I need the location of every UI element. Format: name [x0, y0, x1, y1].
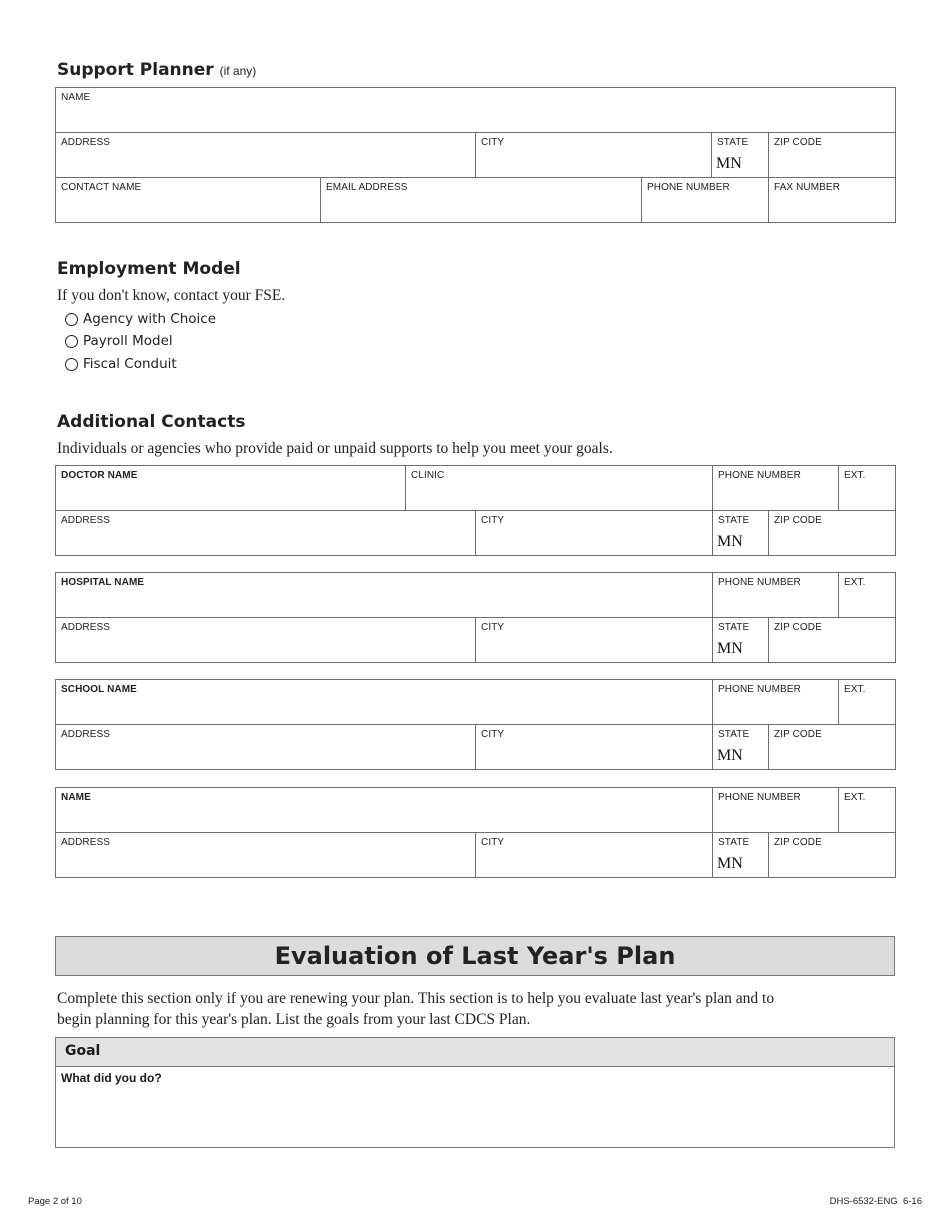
- doctor-phone-field[interactable]: [713, 466, 839, 511]
- hospital-address-field[interactable]: [56, 618, 476, 663]
- hospital-name-label: HOSPITAL NAME: [61, 577, 145, 588]
- radio-circle-icon: [65, 313, 78, 326]
- planner-fax-label: FAX NUMBER: [774, 182, 841, 193]
- doctor-state-label: STATE: [718, 515, 750, 526]
- school-address-label: ADDRESS: [61, 729, 111, 740]
- support-planner-title: Support Planner: [57, 60, 214, 80]
- planner-email-field[interactable]: [321, 178, 642, 223]
- hospital-ext-label: EXT.: [844, 577, 866, 588]
- doctor-clinic-label: CLINIC: [411, 470, 445, 481]
- hospital-address-label: ADDRESS: [61, 622, 111, 633]
- doctor-phone-label: PHONE NUMBER: [718, 470, 801, 481]
- school-zip-label: ZIP CODE: [774, 729, 822, 740]
- other-city-label: CITY: [481, 837, 505, 848]
- doctor-state-field[interactable]: [713, 511, 769, 556]
- planner-state-value: MN: [716, 155, 742, 172]
- school-city-field[interactable]: [476, 725, 713, 770]
- support-planner-note: (if any): [219, 64, 257, 78]
- doctor-city-field[interactable]: [476, 511, 713, 556]
- planner-name-label: NAME: [61, 92, 91, 103]
- planner-address-label: ADDRESS: [61, 137, 111, 148]
- other-contact-table: [55, 787, 896, 878]
- school-address-field[interactable]: [56, 725, 476, 770]
- planner-state-field[interactable]: [712, 133, 769, 178]
- doctor-zip-field[interactable]: [769, 511, 896, 556]
- planner-contact-label: CONTACT NAME: [61, 182, 142, 193]
- other-city-field[interactable]: [476, 833, 713, 878]
- planner-zip-label: ZIP CODE: [774, 137, 822, 148]
- school-state-field[interactable]: [713, 725, 769, 770]
- planner-state-label: STATE: [717, 137, 749, 148]
- hospital-city-label: CITY: [481, 622, 505, 633]
- other-state-label: STATE: [718, 837, 750, 848]
- planner-email-label: EMAIL ADDRESS: [326, 182, 408, 193]
- radio-label: Agency with Choice: [83, 311, 217, 327]
- radio-fiscal-conduit[interactable]: [65, 356, 177, 372]
- evaluation-intro-line2: begin planning for this year's plan. List the goals from your last CDCS Plan.: [57, 1011, 531, 1028]
- planner-zip-field[interactable]: [769, 133, 896, 178]
- other-name-label: NAME: [61, 792, 91, 803]
- doctor-clinic-field[interactable]: [406, 466, 713, 511]
- hospital-name-field[interactable]: [56, 573, 713, 618]
- doctor-address-field[interactable]: [56, 511, 476, 556]
- planner-phone-label: PHONE NUMBER: [647, 182, 730, 193]
- other-phone-label: PHONE NUMBER: [718, 792, 801, 803]
- school-phone-label: PHONE NUMBER: [718, 684, 801, 695]
- school-name-label: SCHOOL NAME: [61, 684, 137, 695]
- doctor-table: [55, 465, 896, 556]
- doctor-name-field[interactable]: [56, 466, 406, 511]
- evaluation-banner: Evaluation of Last Year's Plan: [55, 936, 895, 976]
- goal-header[interactable]: Goal: [56, 1038, 894, 1067]
- contacts-intro: Individuals or agencies who provide paid or unpaid supports to help you meet your goals.: [57, 440, 613, 457]
- what-did-you-do-field[interactable]: What did you do?: [61, 1071, 162, 1085]
- school-state-value: MN: [717, 747, 743, 764]
- radio-label: Payroll Model: [83, 333, 173, 349]
- planner-address-field[interactable]: [56, 133, 476, 178]
- planner-fax-field[interactable]: [769, 178, 896, 223]
- employment-heading: Employment Model: [57, 259, 241, 279]
- planner-city-field[interactable]: [476, 133, 712, 178]
- hospital-phone-label: PHONE NUMBER: [718, 577, 801, 588]
- school-name-field[interactable]: [56, 680, 713, 725]
- support-planner-table: [55, 87, 896, 223]
- doctor-state-value: MN: [717, 533, 743, 550]
- evaluation-intro: [57, 988, 774, 1030]
- doctor-address-label: ADDRESS: [61, 515, 111, 526]
- other-state-field[interactable]: [713, 833, 769, 878]
- goal-box: [55, 1037, 895, 1148]
- other-state-value: MN: [717, 855, 743, 872]
- page-number: Page 2 of 10: [28, 1196, 82, 1207]
- hospital-state-value: MN: [717, 640, 743, 657]
- other-name-field[interactable]: [56, 788, 713, 833]
- other-address-label: ADDRESS: [61, 837, 111, 848]
- other-zip-label: ZIP CODE: [774, 837, 822, 848]
- other-zip-field[interactable]: [769, 833, 896, 878]
- other-ext-field[interactable]: [839, 788, 896, 833]
- school-city-label: CITY: [481, 729, 505, 740]
- hospital-ext-field[interactable]: [839, 573, 896, 618]
- doctor-ext-field[interactable]: [839, 466, 896, 511]
- radio-payroll-model[interactable]: [65, 333, 173, 349]
- form-id: DHS-6532-ENG 6-16: [829, 1196, 922, 1207]
- doctor-zip-label: ZIP CODE: [774, 515, 822, 526]
- doctor-name-label: DOCTOR NAME: [61, 470, 138, 481]
- hospital-state-label: STATE: [718, 622, 750, 633]
- radio-circle-icon: [65, 335, 78, 348]
- doctor-ext-label: EXT.: [844, 470, 866, 481]
- school-ext-label: EXT.: [844, 684, 866, 695]
- radio-circle-icon: [65, 358, 78, 371]
- school-state-label: STATE: [718, 729, 750, 740]
- other-phone-field[interactable]: [713, 788, 839, 833]
- evaluation-intro-line1: Complete this section only if you are renewing your plan. This section is to help you evaluate last year's plan and to: [57, 990, 775, 1007]
- planner-contact-field[interactable]: [56, 178, 321, 223]
- school-ext-field[interactable]: [839, 680, 896, 725]
- planner-name-field[interactable]: [56, 88, 896, 133]
- employment-instruction: If you don't know, contact your FSE.: [57, 287, 286, 304]
- school-zip-field[interactable]: [769, 725, 896, 770]
- hospital-phone-field[interactable]: [713, 573, 839, 618]
- hospital-city-field[interactable]: [476, 618, 713, 663]
- hospital-table: [55, 572, 896, 663]
- planner-phone-field[interactable]: [642, 178, 769, 223]
- other-address-field[interactable]: [56, 833, 476, 878]
- hospital-state-field[interactable]: [713, 618, 769, 663]
- hospital-zip-label: ZIP CODE: [774, 622, 822, 633]
- other-ext-label: EXT.: [844, 792, 866, 803]
- school-phone-field[interactable]: [713, 680, 839, 725]
- hospital-zip-field[interactable]: [769, 618, 896, 663]
- contacts-heading: Additional Contacts: [57, 412, 246, 432]
- planner-city-label: CITY: [481, 137, 505, 148]
- school-table: [55, 679, 896, 770]
- support-planner-heading: [57, 60, 256, 80]
- radio-agency-with-choice[interactable]: [65, 311, 216, 327]
- radio-label: Fiscal Conduit: [83, 356, 177, 372]
- doctor-city-label: CITY: [481, 515, 505, 526]
